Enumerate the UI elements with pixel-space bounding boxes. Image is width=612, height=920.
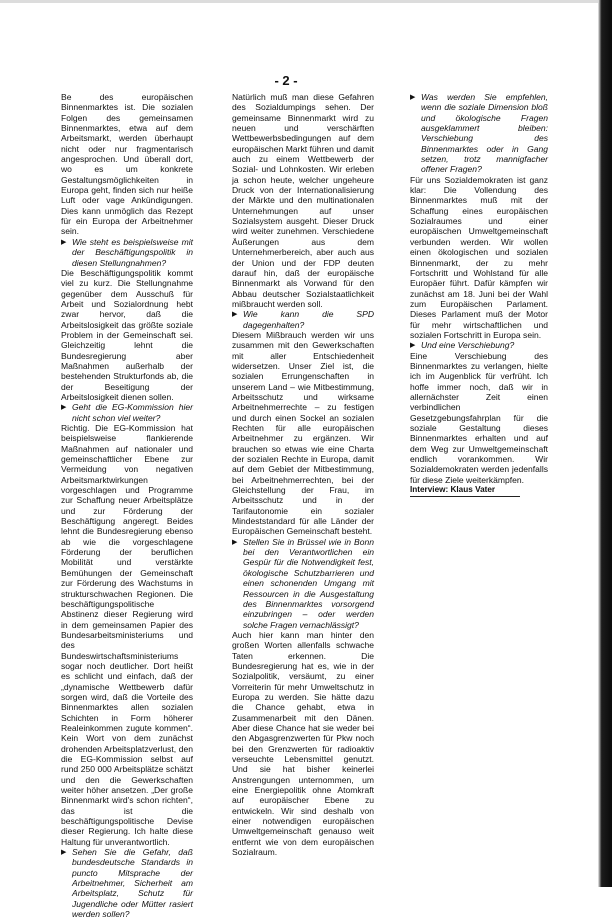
question-marker-icon: ▶: [232, 311, 238, 319]
interview-question: [61, 237, 193, 268]
column-2: [232, 92, 374, 857]
page-number: - 2 -: [274, 73, 298, 88]
column-1: [61, 92, 193, 920]
interview-credit: [410, 485, 548, 497]
answer-paragraph: Be des europäischen Binnenmarktes ist. Die sozialen Folgen des gemeinsamen Binnenmarktes, etwa auf dem Arbeitsmarkt, werden überhaupt nicht oder nur fragmentarisch angesprochen. Und überall dort, wo es um konkrete Gestaltungsmöglichkeiten in Europa geht, finden sich nur heiße Luft oder vage Ankündigungen. Dies kann unmöglich das Rezept für ein Europa der Arbeitnehmer sein.: [61, 92, 193, 237]
question-text: Was werden Sie empfehlen, wenn die soziale Dimension bloß und ökologische Fragen ausgeklammert bleiben: Verschiebung des Binnenmarktes oder in Gang setzen, trotz mannigfacher offener Fragen?: [421, 92, 548, 175]
interview-question: [410, 92, 548, 175]
question-text: Geht die EG-Kommission hier nicht schon viel weiter?: [72, 402, 193, 423]
question-marker-icon: ▶: [61, 849, 67, 857]
question-marker-icon: ▶: [61, 404, 67, 412]
answer-paragraph: Die Beschäftigungspolitik kommt viel zu kurz. Die Stellungnahme gegenüber dem Ausschuß für Arbeit und Sozialordnung hebt zwar hervor, daß die Arbeitslosigkeit das größte soziale Problem in der Gemeinschaft sei. Gleichzeitig lehnt die Bundesregierung aber Maßnahmen außerhalb der bestehenden Strukturfonds ab, die der Beseitigung der Arbeitslosigkeit dienen sollen.: [61, 267, 193, 402]
question-text: Wie steht es beispielsweise mit der Beschäftigungspolitik in diesen Stellungnahmen?: [72, 236, 193, 268]
interview-question: [61, 847, 193, 919]
credit-underline: [410, 496, 520, 497]
question-text: Wie kann die SPD dagegenhalten?: [243, 309, 374, 330]
scan-dark-edge: [598, 0, 612, 887]
question-marker-icon: ▶: [61, 238, 67, 246]
question-marker-icon: ▶: [410, 94, 416, 101]
question-text: Stellen Sie in Brüssel wie in Bonn bei den Verantwortlichen ein Gespür für die Notwendigkeit fest, ökologische Schutzbarrieren und einen schonenden Umgang mit Ressourcen in die Ausgestaltung des Binnenmarktes vorsorgend einzubringen – oder werden solche Fragen vernachlässigt?: [243, 536, 374, 630]
scan-top-edge: [0, 0, 598, 3]
question-marker-icon: ▶: [410, 342, 416, 350]
answer-paragraph: Eine Verschiebung des Binnenmarktes zu verlangen, hielte ich im Augenblick für verfrüht. Ich hoffe immer noch, daß wir in allernächster Zeit einen verbindlichen Gesetzgebungsfahrplan für die soziale Gestaltung dieses Binnenmarktes erhalten und auf dem Weg zur Umweltgemeinschaft endlich vorankommen. Wir Sozialdemokraten werden jedenfalls für diese Ziele weiterkämpfen.: [410, 350, 548, 485]
interview-question: [232, 309, 374, 330]
interview-question: [232, 537, 374, 630]
column-3: [410, 92, 548, 497]
interview-question: [61, 402, 193, 423]
answer-paragraph: Diesem Mißbrauch werden wir uns zusammen mit den Gewerkschaften mit aller Entschiedenheit widersetzen. Unser Ziel ist, die sozialen Errungenschaften in unserem Land – wie Mitbestimmung, Arbeitsschutz und wirksame Arbeitnehmerrechte – zu festigen und durch einen Sockel an sozialen Rechten für alle europäischen Arbeitnehmer zu ergänzen. Wir brauchen so etwas wie eine Charta der sozialen Rechte in Europa, damit auf dem Gebiet der Mitbestimmung, bei Arbeitnehmerrechten, bei der Gleichstellung der Frau, im Arbeitsschutz und in der Tarifautonomie ein sozialer Mindeststandard für alle Länder der Europäischen Gemeinschaft besteht.: [232, 329, 374, 537]
question-text: Und eine Verschiebung?: [421, 340, 515, 351]
answer-paragraph: Natürlich muß man diese Gefahren des Sozialdumpings sehen. Der gemeinsame Binnenmarkt wird zu neuen und verschärften Wettbewerbsbedingungen auf dem europäischen Markt führen und damit auch zu einem Wettbewerb der Sozial- und Lohnkosten. Wir erleben ja schon heute, welcher ungeheure Druck von der Internationalisierung der Märkte und den multinationalen Unternehmungen auf unser Sozialsystem ausgeht. Dieser Druck wird weiter zunehmen. Verschiedene Äußerungen aus dem Unternehmerbereich, aber auch aus der Union und der FDP deuten darauf hin, daß der europäische Binnenmarkt als Vorwand für den Abbau deutscher Sozialstaatlichkeit mißbraucht werden soll.: [232, 92, 374, 309]
interview-credit-text: Interview: Klaus Vater: [410, 485, 496, 495]
answer-paragraph: Auch hier kann man hinter den großen Worten allenfalls schwache Taten erkennen. Die Bundesregierung hat es, wie in der Sozialpolitik, versäumt, zu einer Vorreiterin für mehr Umweltschutz in Europa zu werden. Sie hätte dazu die Chance gehabt, etwa in Zusammenarbeit mit den Dänen. Aber diese Chance hat sie weder bei den Abgasgrenzwerten für Pkw noch bei den Grenzwerten für radioaktiv verseuchte Lebensmittel genutzt. Und sie hat bisher keinerlei Anstrengungen unternommen, um eine Energiepolitik ohne Atomkraft auf europäischer Ebene zu entwickeln. Wir sind deshalb von einer notwendigen europäischen Umweltgemeinschaft genauso weit entfernt wie von dem europäischen Sozialraum.: [232, 629, 374, 858]
answer-paragraph: Für uns Sozialdemokraten ist ganz klar: Die Vollendung des Binnenmarktes muß mit der Schaffung eines europäischen Sozialraumes und einer europäischen Umweltgemeinschaft verbunden werden. Wir wollen einen ökologischen und sozialen Binnenmarkt, der zu mehr Fortschritt und Wohlstand für alle Europäer führt. Dafür kämpfen wir zunächst am 18. Juni bei der Wahl zum Europäischen Parlament. Dieses Parlament muß der Motor für mehr wirtschaftlichen und sozialen Fortschritt in Europa sein.: [410, 174, 548, 340]
answer-paragraph: Richtig. Die EG-Kommission hat beispielsweise flankierende Maßnahmen auf nationaler und gemeinschaftlicher Ebene zur Vermeidung von negativen Arbeitsmarktwirkungen vorgeschlagen und Programme zur Schaffung neuer Arbeitsplätze und zur Förderung der Beschäftigung angeregt. Beides lehnt die Bundesregierung ebenso ab wie die vorgeschlagene Förderung der beruflichen Mobilität und verstärkte Bemühungen der Gemeinschaft zur Förderung des Wachstums in strukturschwachen Regionen. Die beschäftigungspolitische Abstinenz dieser Regierung wird in dem gemeinsamen Papier des Bundesarbeitsministeriums und des Bundeswirtschaftsministeriums sogar noch deutlicher. Dort heißt es schlicht und einfach, daß der „dynamische Wettbewerb dafür sorgen wird, daß die Vorteile des Binnenmarktes allen sozialen Schichten in Form höherer Realeinkommen zugute kommen“. Kein Wort von dem zunächst drohenden Arbeitsplatzverlust, den die EG-Kommission selbst auf rund 250 000 Arbeitsplätze schätzt und den die Gewerkschaften weiter höher ansetzen. „Der große Binnenmarkt wird's schon richten“, das ist die beschäftigungspolitische Devise dieser Regierung. Ich halte diese Haltung für unverantwortlich.: [61, 423, 193, 847]
question-marker-icon: ▶: [232, 538, 238, 546]
question-text: Sehen Sie die Gefahr, daß bundesdeutsche Standards in puncto Mitsprache der Arbeitnehmer, Sicherheit am Arbeitsplatz, Schutz für Jugendliche oder Mütter rasiert werden sollen?: [72, 847, 193, 920]
interview-question: [410, 340, 548, 350]
